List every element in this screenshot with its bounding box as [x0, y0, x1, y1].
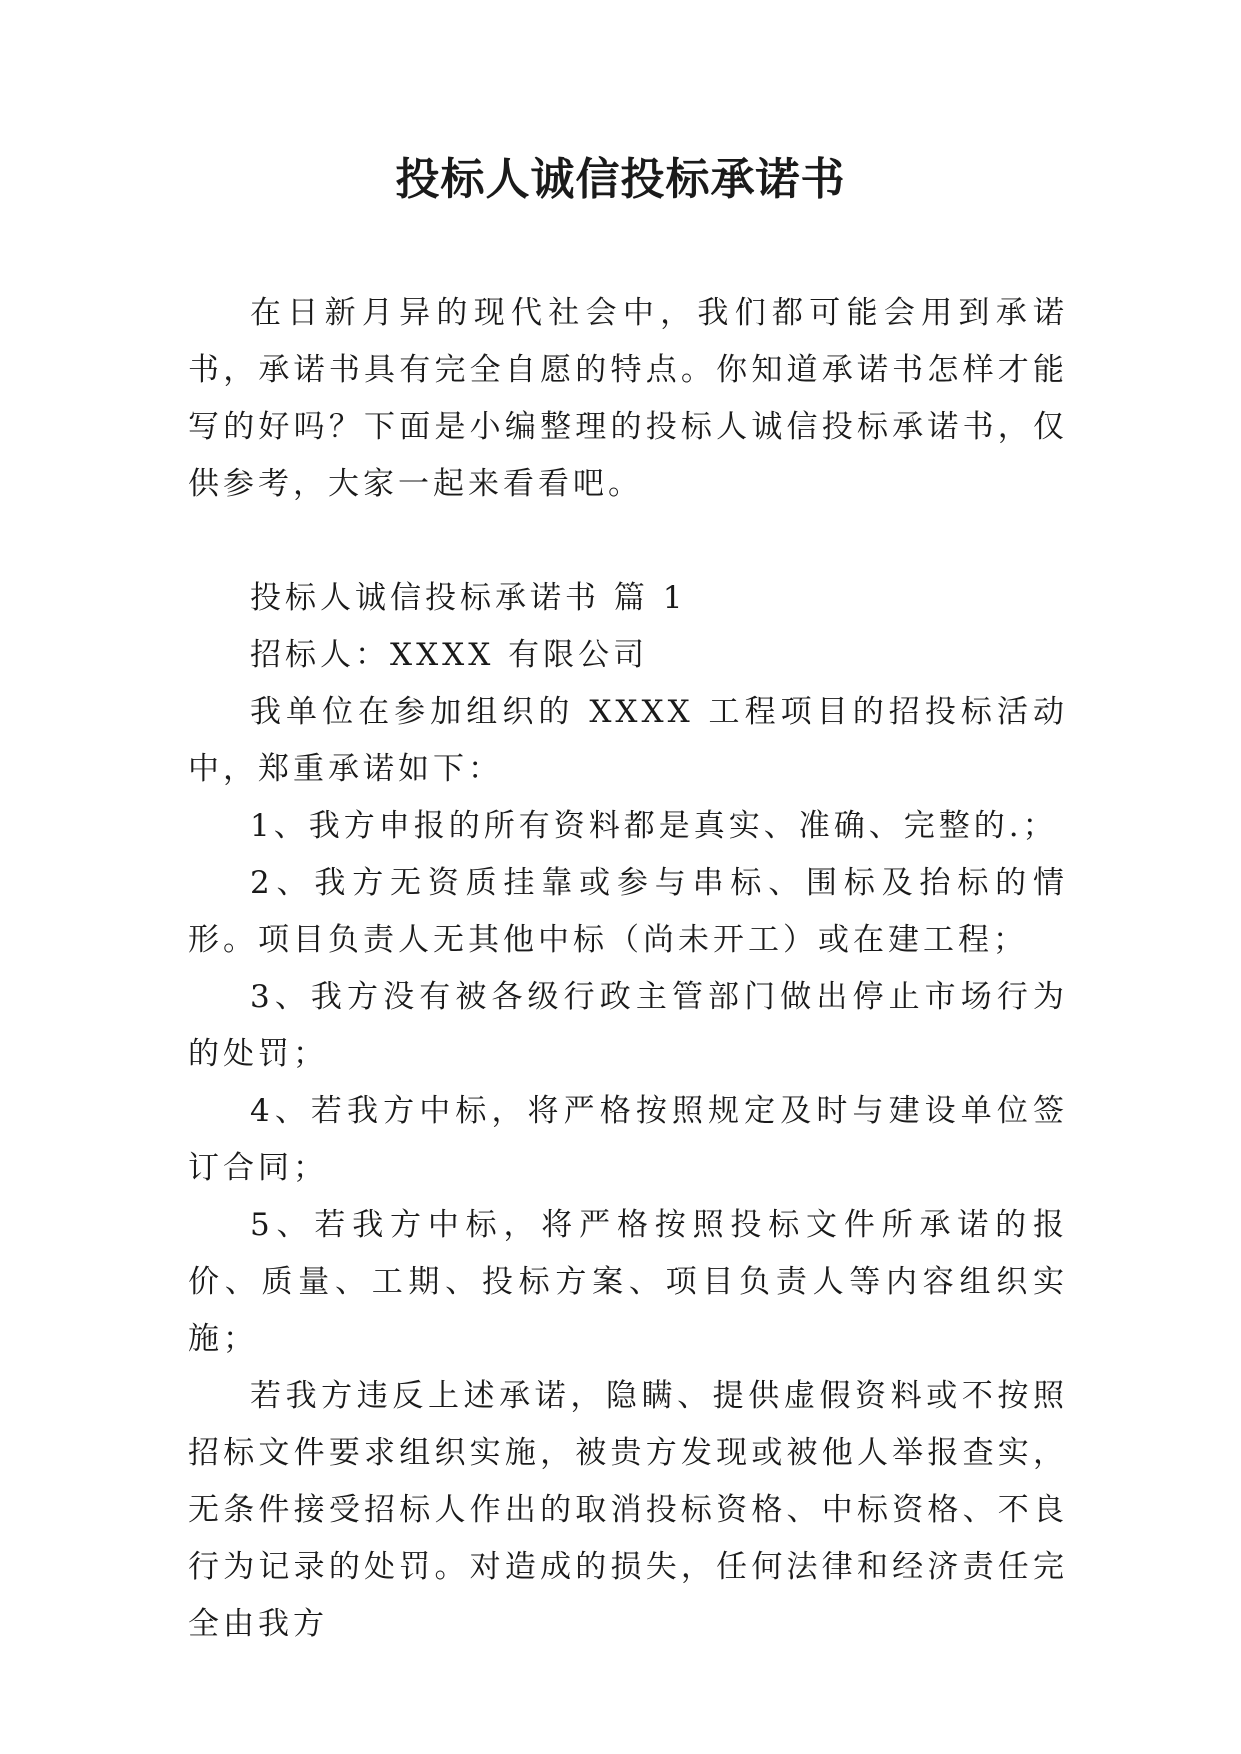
- commitment-item-1: 1、我方申报的所有资料都是真实、准确、完整的.；: [250, 808, 1058, 844]
- addressee-line: 招标人：XXXX 有限公司: [250, 637, 649, 673]
- opening-paragraph: 我单位在参加组织的 XXXX 工程项目的招投标活动中，郑重承诺如下：: [188, 694, 1068, 787]
- closing-paragraph: 若我方违反上述承诺，隐瞒、提供虚假资料或不按照招标文件要求组织实施，被贵方发现或被他人举报查实，无条件接受招标人作出的取消投标资格、中标资格、不良行为记录的处罚。对造成的损失，任何法律和经济责任完全由我方: [188, 1378, 1068, 1642]
- commitment-item-3: 3、我方没有被各级行政主管部门做出停止市场行为的处罚；: [188, 979, 1068, 1072]
- commitment-item-4: 4、若我方中标，将严格按照规定及时与建设单位签订合同；: [188, 1093, 1068, 1186]
- commitment-item-2: 2、我方无资质挂靠或参与串标、围标及抬标的情形。项目负责人无其他中标（尚未开工）或在建工程；: [188, 865, 1068, 958]
- intro-paragraph: 在日新月异的现代社会中，我们都可能会用到承诺书，承诺书具有完全自愿的特点。你知道承诺书怎样才能写的好吗？下面是小编整理的投标人诚信投标承诺书，仅供参考，大家一起来看看吧。: [188, 295, 1068, 502]
- document-body: [188, 285, 1068, 1653]
- paragraph-gap: [188, 513, 1068, 570]
- commitment-item-5: 5、若我方中标，将严格按照投标文件所承诺的报价、质量、工期、投标方案、项目负责人等内容组织实施；: [188, 1207, 1068, 1357]
- section-heading: 投标人诚信投标承诺书 篇 1: [250, 580, 687, 616]
- document-title: 投标人诚信投标承诺书: [395, 154, 846, 205]
